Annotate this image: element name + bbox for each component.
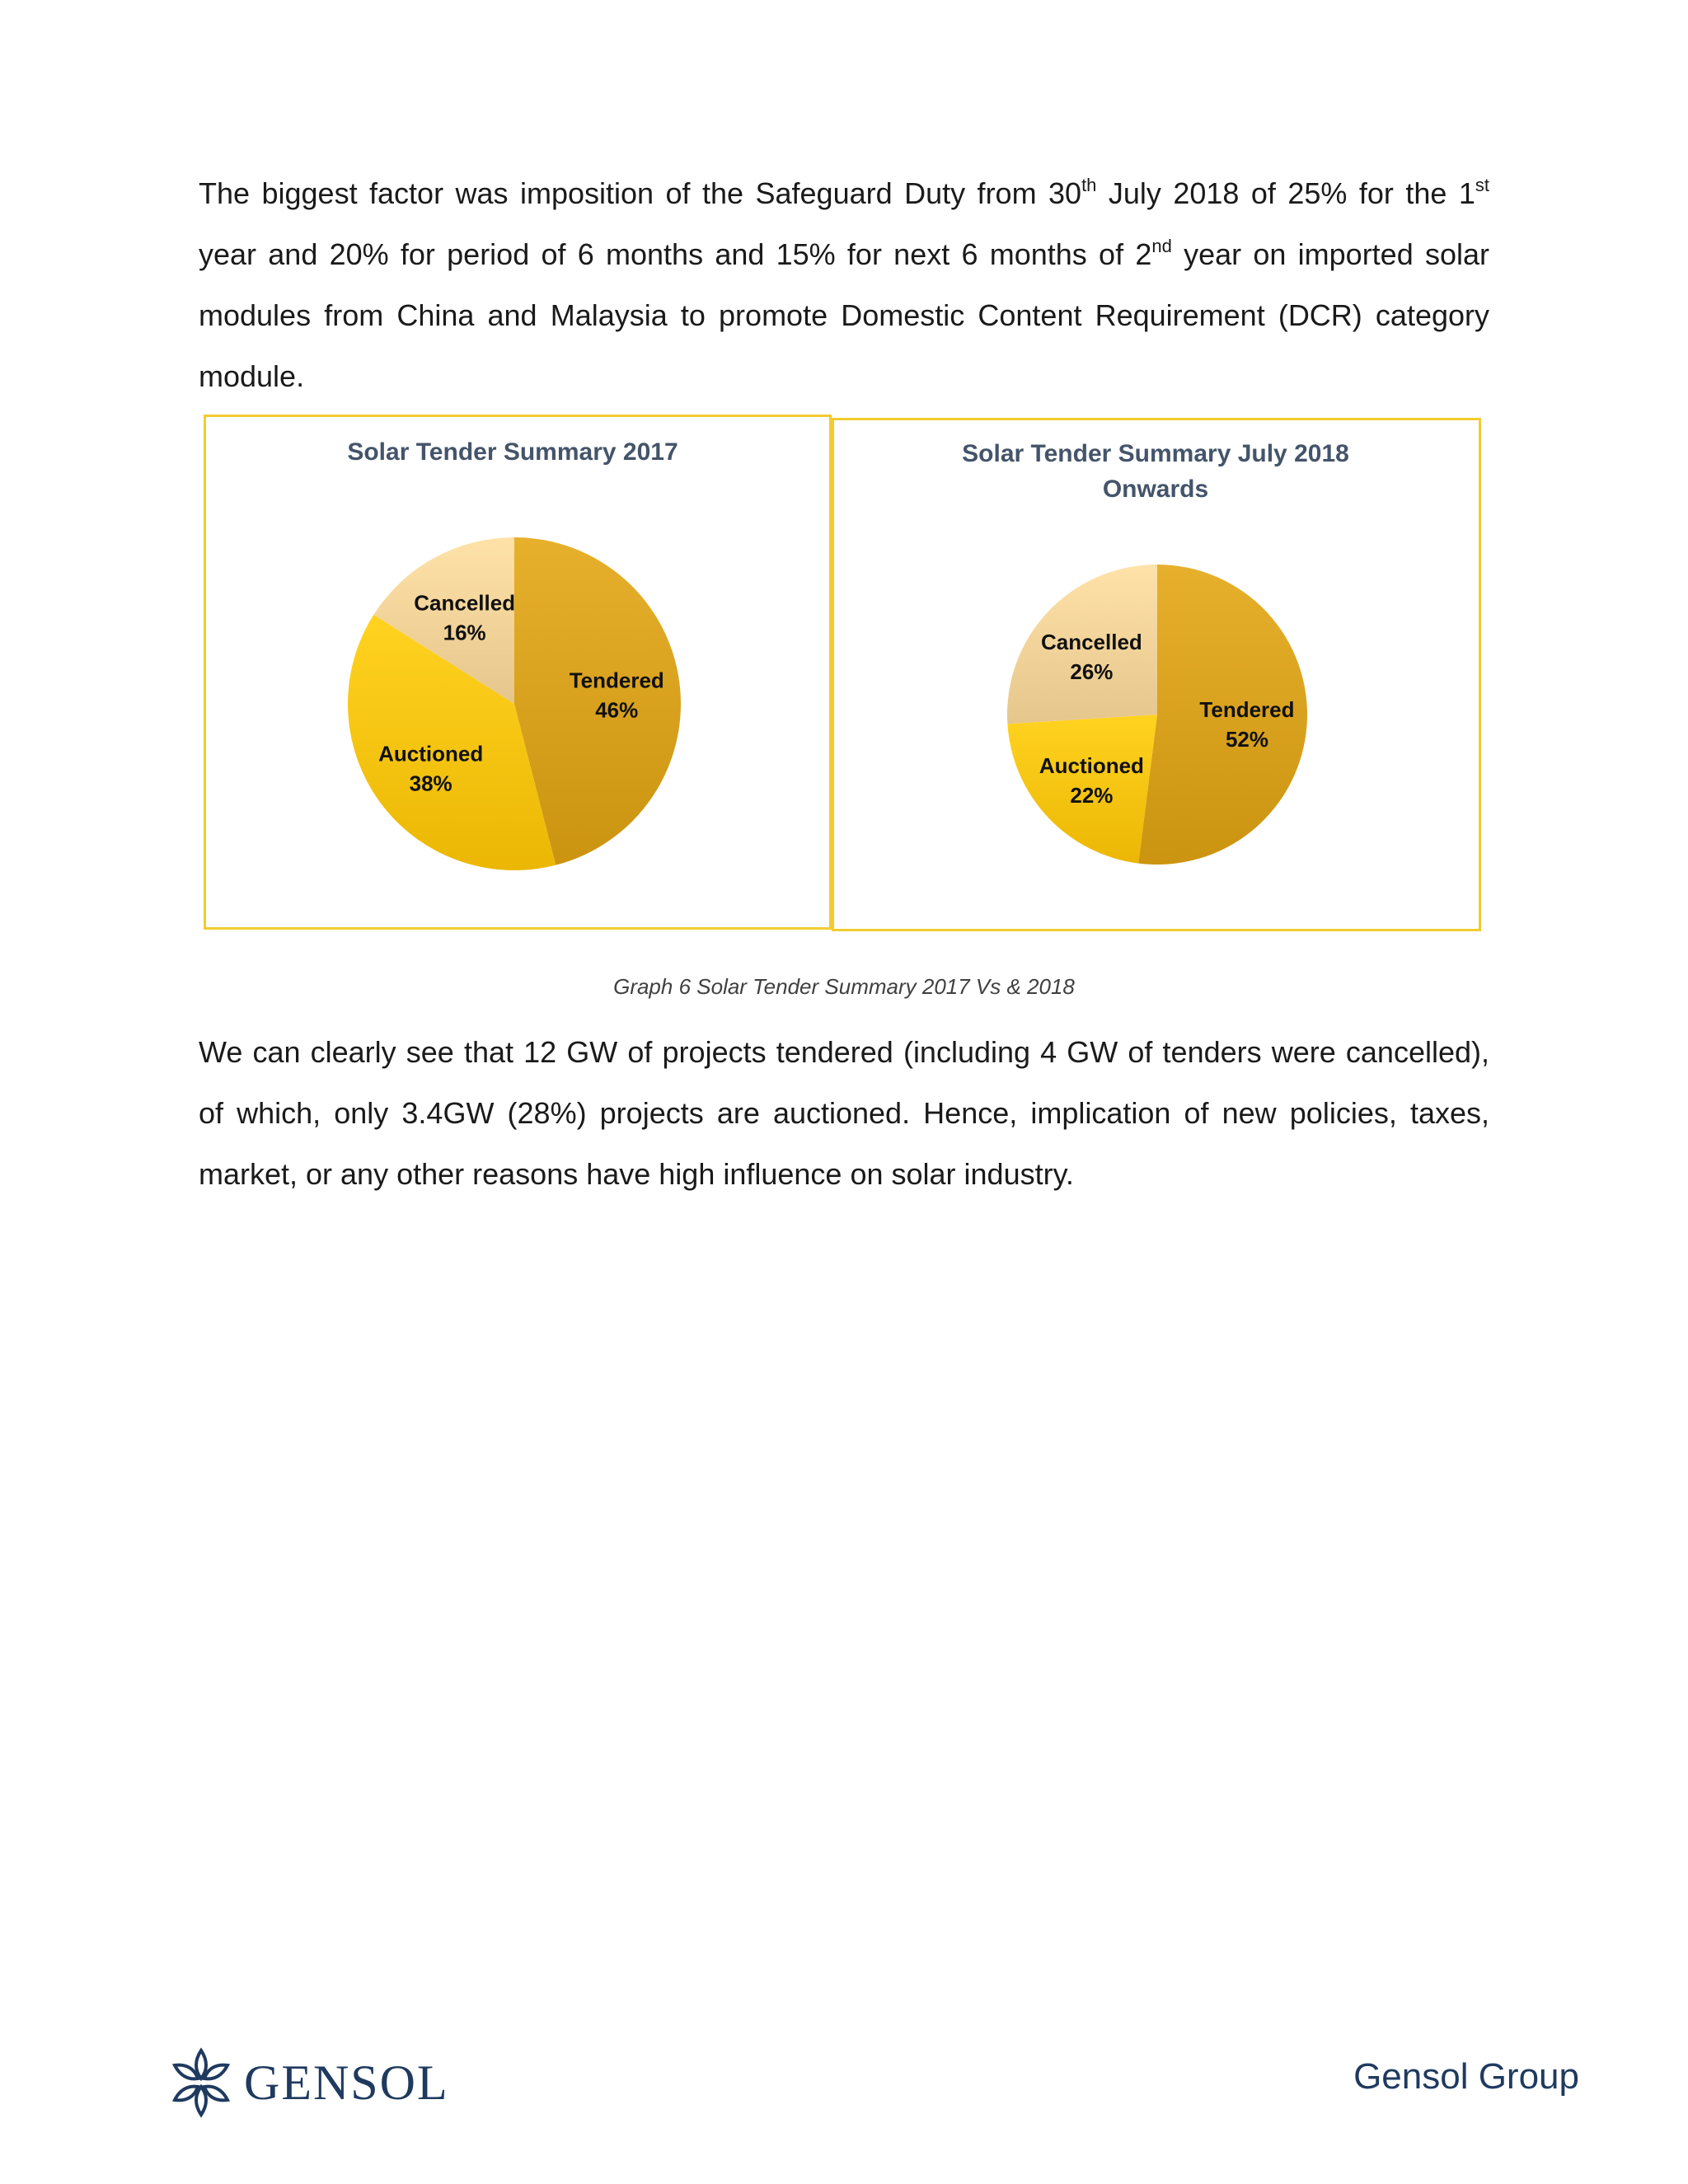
slice-value-tendered: 46%	[595, 697, 639, 723]
slice-value-cancelled: 26%	[1070, 659, 1114, 685]
para1-text-a: The biggest factor was imposition of the Safeguard Duty from 30	[199, 176, 1082, 210]
pie-chart-2018-svg	[834, 420, 1479, 929]
gensol-logo	[170, 2046, 449, 2120]
para1-text-d: year on imported solar modules from China and Malaysia to promote Domestic Content Requirement (DCR) category module.	[199, 237, 1490, 393]
slice-value-cancelled: 16%	[443, 620, 486, 645]
slice-label-cancelled: Cancelled	[414, 590, 516, 616]
pie-chart-2017-svg	[206, 417, 829, 927]
chart-title-line-1: Solar Tender Summary July 2018	[962, 440, 1349, 467]
para1-sup-st: st	[1475, 175, 1489, 195]
chart-title-line-2: Onwards	[1102, 476, 1209, 503]
slice-value-auctioned: 38%	[409, 771, 452, 796]
slice-label-auctioned: Auctioned	[378, 741, 484, 766]
para1-text-b: July 2018 of 25% for the 1	[1096, 176, 1475, 210]
para1-sup-nd: nd	[1151, 236, 1172, 256]
para1-sup-th: th	[1081, 175, 1097, 195]
slice-label-tendered: Tendered	[1199, 696, 1295, 722]
intro-paragraph	[199, 163, 1489, 407]
para1-text-c: year and 20% for period of 6 months and 15% for next 6 months of 2	[199, 237, 1152, 271]
gensol-flower-icon	[170, 2046, 232, 2120]
graph-caption: Graph 6 Solar Tender Summary 2017 Vs & 2018	[613, 974, 1075, 999]
slice-value-tendered: 52%	[1225, 726, 1269, 752]
conclusion-paragraph: We can clearly see that 12 GW of projects tendered (including 4 GW of tenders were cancelled), of which, only 3.4GW (28%) projects are auctioned. Hence, implication of new policies, taxes, market, or any other reasons have high influence on solar industry.	[199, 1035, 1489, 1191]
slice-label-auctioned: Auctioned	[1039, 752, 1144, 778]
gensol-logo-text: GENSOL	[244, 2055, 449, 2110]
chart-title: Solar Tender Summary 2017	[347, 438, 678, 466]
slice-label-tendered: Tendered	[569, 668, 664, 693]
pie-chart-2018	[832, 418, 1481, 931]
pie-chart-2017	[204, 415, 832, 930]
slice-label-cancelled: Cancelled	[1040, 630, 1142, 655]
footer-company-name: Gensol Group	[1353, 2056, 1579, 2097]
slice-value-auctioned: 22%	[1070, 782, 1114, 808]
